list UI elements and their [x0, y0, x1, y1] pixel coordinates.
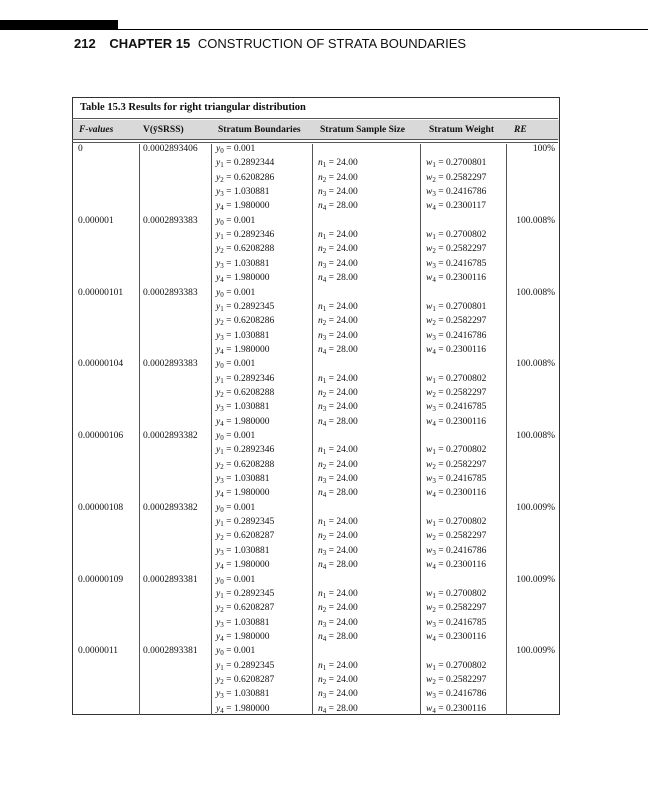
- boundary-cell: $y_0 = 0.001$: [216, 215, 256, 227]
- weight-cell: $w_4 = 0.2300116$: [426, 344, 486, 356]
- sample-size-cell: $n_2 = 24.00$: [318, 316, 358, 328]
- weight-cell: $w_2 = 0.2582297$: [426, 387, 487, 399]
- sample-size-cell: $n_2 = 24.00$: [318, 459, 358, 471]
- sample-size-cell: $n_3 = 24.00$: [318, 330, 358, 342]
- weight-cell: $w_1 = 0.2700802$: [426, 588, 487, 600]
- re-cell: 100.008%: [516, 287, 555, 298]
- table-rule-header-bottom: [72, 139, 558, 140]
- weight-cell: $w_3 = 0.2416785$: [426, 258, 487, 270]
- f-value-cell: 0.00000101: [78, 287, 124, 298]
- re-cell: 100.009%: [516, 646, 555, 657]
- boundary-cell: $y_3 = 1.030881$: [216, 187, 270, 199]
- weight-cell: $w_2 = 0.2582297$: [426, 316, 487, 328]
- sample-size-cell: $n_3 = 24.00$: [318, 402, 358, 414]
- f-value-cell: 0.00000109: [78, 574, 124, 585]
- sample-size-cell: $n_2 = 24.00$: [318, 603, 358, 615]
- weight-cell: $w_1 = 0.2700802$: [426, 230, 487, 242]
- sample-size-cell: $n_1 = 24.00$: [318, 588, 358, 600]
- boundary-cell: $y_2 = 0.6208288$: [216, 244, 275, 256]
- variance-cell: 0.0002893381: [143, 646, 198, 657]
- weight-cell: $w_3 = 0.2416785$: [426, 402, 487, 414]
- weight-cell: $w_3 = 0.2416786$: [426, 545, 487, 557]
- boundary-cell: $y_3 = 1.030881$: [216, 689, 270, 701]
- boundary-cell: $y_2 = 0.6208287$: [216, 531, 275, 543]
- weight-cell: $w_4 = 0.2300116$: [426, 488, 486, 500]
- weight-cell: $w_1 = 0.2700802$: [426, 373, 487, 385]
- weight-cell: $w_4 = 0.2300116$: [426, 560, 486, 572]
- sample-size-cell: $n_4 = 28.00$: [318, 416, 358, 428]
- sample-size-cell: $n_2 = 24.00$: [318, 387, 358, 399]
- variance-cell: 0.0002893383: [143, 359, 198, 370]
- table-title: Table 15.3 Results for right triangular distribution: [80, 102, 306, 113]
- sample-size-cell: $n_2 = 24.00$: [318, 531, 358, 543]
- table-rule-top: [72, 118, 558, 119]
- col-divider-1: [139, 144, 140, 715]
- weight-cell: $w_3 = 0.2416786$: [426, 187, 487, 199]
- boundary-cell: $y_3 = 1.030881$: [216, 617, 270, 629]
- weight-cell: $w_2 = 0.2582297$: [426, 244, 487, 256]
- boundary-cell: $y_4 = 1.980000$: [216, 344, 270, 356]
- sample-size-cell: $n_4 = 28.00$: [318, 344, 358, 356]
- re-cell: 100.008%: [516, 215, 555, 226]
- sample-size-cell: $n_3 = 24.00$: [318, 689, 358, 701]
- re-cell: 100%: [532, 144, 555, 154]
- weight-cell: $w_4 = 0.2300116$: [426, 631, 486, 643]
- weight-cell: $w_1 = 0.2700801$: [426, 158, 487, 170]
- boundary-cell: $y_4 = 1.980000$: [216, 488, 270, 500]
- boundary-cell: $y_4 = 1.980000$: [216, 416, 270, 428]
- re-cell: 100.009%: [516, 574, 555, 585]
- header-boundaries: Stratum Boundaries: [218, 125, 301, 135]
- sample-size-cell: $n_1 = 24.00$: [318, 301, 358, 313]
- weight-cell: $w_4 = 0.2300117$: [426, 201, 486, 213]
- col-divider-3: [312, 144, 313, 715]
- sample-size-cell: $n_1 = 24.00$: [318, 517, 358, 529]
- boundary-cell: $y_4 = 1.980000$: [216, 201, 270, 213]
- results-table: [72, 97, 560, 715]
- weight-cell: $w_2 = 0.2582297$: [426, 603, 487, 615]
- boundary-cell: $y_3 = 1.030881$: [216, 330, 270, 342]
- chapter-label: CHAPTER 15: [109, 36, 191, 51]
- sample-size-cell: $n_1 = 24.00$: [318, 373, 358, 385]
- boundary-cell: $y_3 = 1.030881$: [216, 545, 270, 557]
- weight-cell: $w_3 = 0.2416786$: [426, 689, 487, 701]
- variance-cell: 0.0002893406: [143, 144, 198, 154]
- boundary-cell: $y_3 = 1.030881$: [216, 474, 270, 486]
- f-value-cell: 0.000001: [78, 215, 114, 226]
- weight-cell: $w_2 = 0.2582297$: [426, 674, 487, 686]
- sample-size-cell: $n_1 = 24.00$: [318, 158, 358, 170]
- header-variance-text: V(ȳSRSS): [143, 125, 184, 135]
- variance-cell: 0.0002893383: [143, 215, 198, 226]
- sample-size-cell: $n_4 = 28.00$: [318, 703, 358, 715]
- chapter-title: CONSTRUCTION OF STRATA BOUNDARIES: [197, 36, 467, 51]
- col-divider-2: [211, 144, 212, 715]
- boundary-cell: $y_1 = 0.2892346$: [216, 373, 275, 385]
- boundary-cell: $y_2 = 0.6208286$: [216, 172, 275, 184]
- sample-size-cell: $n_2 = 24.00$: [318, 172, 358, 184]
- table-header-row: [73, 120, 559, 140]
- weight-cell: $w_4 = 0.2300116$: [426, 703, 486, 715]
- boundary-cell: $y_4 = 1.980000$: [216, 560, 270, 572]
- weight-cell: $w_4 = 0.2300116$: [426, 273, 486, 285]
- boundary-cell: $y_2 = 0.6208287$: [216, 674, 275, 686]
- weight-cell: $w_1 = 0.2700802$: [426, 660, 487, 672]
- sample-size-cell: $n_3 = 24.00$: [318, 258, 358, 270]
- f-value-cell: 0: [78, 144, 83, 154]
- boundary-cell: $y_4 = 1.980000$: [216, 703, 270, 715]
- boundary-cell: $y_1 = 0.2892345$: [216, 588, 275, 600]
- f-value-cell: 0.00000106: [78, 431, 124, 441]
- weight-cell: $w_4 = 0.2300116$: [426, 416, 486, 428]
- boundary-cell: $y_1 = 0.2892346$: [216, 445, 275, 457]
- boundary-cell: $y_0 = 0.001$: [216, 502, 256, 514]
- re-cell: 100.008%: [516, 431, 555, 441]
- sample-size-cell: $n_1 = 24.00$: [318, 660, 358, 672]
- top-rule-line: [0, 29, 648, 30]
- boundary-cell: $y_3 = 1.030881$: [216, 258, 270, 270]
- boundary-cell: $y_3 = 1.030881$: [216, 402, 270, 414]
- sample-size-cell: $n_2 = 24.00$: [318, 244, 358, 256]
- boundary-cell: $y_1 = 0.2892345$: [216, 517, 275, 529]
- boundary-cell: $y_1 = 0.2892345$: [216, 301, 275, 313]
- variance-cell: 0.0002893383: [143, 287, 198, 298]
- header-f-values: F-values: [79, 125, 114, 135]
- sample-size-cell: $n_3 = 24.00$: [318, 617, 358, 629]
- weight-cell: $w_2 = 0.2582297$: [426, 172, 487, 184]
- header-re: RE: [514, 125, 527, 135]
- header-variance: [143, 125, 184, 135]
- sample-size-cell: $n_2 = 24.00$: [318, 674, 358, 686]
- weight-cell: $w_2 = 0.2582297$: [426, 531, 487, 543]
- boundary-cell: $y_4 = 1.980000$: [216, 273, 270, 285]
- variance-cell: 0.0002893381: [143, 574, 198, 585]
- table-rule-header-bottom-double: [72, 142, 558, 143]
- sample-size-cell: $n_4 = 28.00$: [318, 273, 358, 285]
- weight-cell: $w_3 = 0.2416786$: [426, 330, 487, 342]
- re-cell: 100.008%: [516, 359, 555, 370]
- page-number: 212: [74, 36, 96, 51]
- boundary-cell: $y_2 = 0.6208288$: [216, 459, 275, 471]
- boundary-cell: $y_0 = 0.001$: [216, 287, 256, 299]
- header-sample-size: Stratum Sample Size: [320, 125, 405, 135]
- sample-size-cell: $n_4 = 28.00$: [318, 631, 358, 643]
- f-value-cell: 0.00000104: [78, 359, 124, 370]
- running-head: [74, 36, 466, 51]
- weight-cell: $w_1 = 0.2700802$: [426, 445, 487, 457]
- boundary-cell: $y_1 = 0.2892344$: [216, 158, 275, 170]
- sample-size-cell: $n_1 = 24.00$: [318, 445, 358, 457]
- top-rule-bar: [0, 20, 118, 29]
- re-cell: 100.009%: [516, 502, 555, 513]
- f-value-cell: 0.0000011: [78, 646, 119, 657]
- sample-size-cell: $n_3 = 24.00$: [318, 545, 358, 557]
- sample-size-cell: $n_3 = 24.00$: [318, 187, 358, 199]
- f-value-cell: 0.00000108: [78, 502, 124, 513]
- weight-cell: $w_3 = 0.2416785$: [426, 617, 487, 629]
- sample-size-cell: $n_4 = 28.00$: [318, 560, 358, 572]
- boundary-cell: $y_2 = 0.6208286$: [216, 316, 275, 328]
- sample-size-cell: $n_4 = 28.00$: [318, 488, 358, 500]
- col-divider-5: [506, 144, 507, 715]
- col-divider-4: [420, 144, 421, 715]
- boundary-cell: $y_0 = 0.001$: [216, 646, 256, 658]
- weight-cell: $w_3 = 0.2416785$: [426, 474, 487, 486]
- boundary-cell: $y_2 = 0.6208288$: [216, 387, 275, 399]
- boundary-cell: $y_1 = 0.2892346$: [216, 230, 275, 242]
- boundary-cell: $y_0 = 0.001$: [216, 359, 256, 371]
- sample-size-cell: $n_4 = 28.00$: [318, 201, 358, 213]
- boundary-cell: $y_0 = 0.001$: [216, 144, 256, 155]
- boundary-cell: $y_0 = 0.001$: [216, 431, 256, 442]
- sample-size-cell: $n_3 = 24.00$: [318, 474, 358, 486]
- header-weight: Stratum Weight: [429, 125, 495, 135]
- sample-size-cell: $n_1 = 24.00$: [318, 230, 358, 242]
- weight-cell: $w_1 = 0.2700802$: [426, 517, 487, 529]
- variance-cell: 0.0002893382: [143, 431, 198, 441]
- boundary-cell: $y_2 = 0.6208287$: [216, 603, 275, 615]
- boundary-cell: $y_1 = 0.2892345$: [216, 660, 275, 672]
- boundary-cell: $y_4 = 1.980000$: [216, 631, 270, 643]
- variance-cell: 0.0002893382: [143, 502, 198, 513]
- weight-cell: $w_2 = 0.2582297$: [426, 459, 487, 471]
- boundary-cell: $y_0 = 0.001$: [216, 574, 256, 586]
- weight-cell: $w_1 = 0.2700801$: [426, 301, 487, 313]
